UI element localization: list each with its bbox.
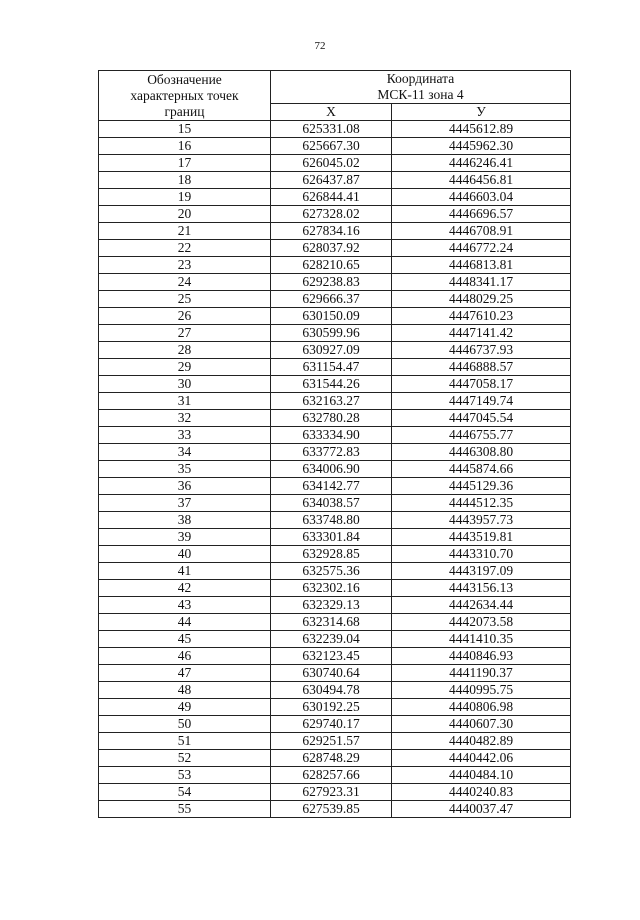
table-row — [99, 801, 571, 818]
x-coordinate-cell: 626437.87 — [271, 172, 392, 189]
table-row — [99, 393, 571, 410]
y-coordinate-cell: 4446755.77 — [392, 427, 571, 444]
y-coordinate-cell: 4442073.58 — [392, 614, 571, 631]
point-number-cell: 36 — [99, 478, 271, 495]
table-row — [99, 240, 571, 257]
point-number-cell: 19 — [99, 189, 271, 206]
header-row-top — [99, 71, 571, 104]
point-number-cell: 54 — [99, 784, 271, 801]
point-number-cell: 21 — [99, 223, 271, 240]
x-coordinate-cell: 628037.92 — [271, 240, 392, 257]
table-row — [99, 546, 571, 563]
x-coordinate-cell: 627923.31 — [271, 784, 392, 801]
table-row — [99, 648, 571, 665]
point-number-cell: 47 — [99, 665, 271, 682]
point-number-cell: 53 — [99, 767, 271, 784]
y-coordinate-cell: 4442634.44 — [392, 597, 571, 614]
table-row — [99, 478, 571, 495]
y-coordinate-cell: 4443310.70 — [392, 546, 571, 563]
x-coordinate-cell: 630740.64 — [271, 665, 392, 682]
x-coordinate-cell: 634006.90 — [271, 461, 392, 478]
x-coordinate-cell: 632123.45 — [271, 648, 392, 665]
point-number-cell: 35 — [99, 461, 271, 478]
coordinate-header-line: Координата — [386, 71, 455, 86]
y-coordinate-cell: 4446813.81 — [392, 257, 571, 274]
point-designation-header-line: Обозначение — [147, 71, 222, 87]
x-coordinate-cell: 632163.27 — [271, 393, 392, 410]
table-row — [99, 716, 571, 733]
table-row — [99, 512, 571, 529]
x-coordinate-cell: 626844.41 — [271, 189, 392, 206]
x-coordinate-cell: 632780.28 — [271, 410, 392, 427]
point-number-cell: 17 — [99, 155, 271, 172]
table-row — [99, 325, 571, 342]
x-coordinate-cell: 633748.80 — [271, 512, 392, 529]
table-row — [99, 699, 571, 716]
y-coordinate-cell: 4440037.47 — [392, 801, 571, 818]
y-column-header: У — [392, 104, 571, 121]
y-coordinate-cell: 4446246.41 — [392, 155, 571, 172]
x-coordinate-cell: 626045.02 — [271, 155, 392, 172]
point-number-cell: 25 — [99, 291, 271, 308]
x-coordinate-cell: 627834.16 — [271, 223, 392, 240]
point-number-cell: 48 — [99, 682, 271, 699]
y-coordinate-cell: 4441410.35 — [392, 631, 571, 648]
table-row — [99, 495, 571, 512]
x-coordinate-cell: 632302.16 — [271, 580, 392, 597]
x-column-header: X — [271, 104, 392, 121]
table-row — [99, 597, 571, 614]
x-coordinate-cell: 625667.30 — [271, 138, 392, 155]
y-coordinate-cell: 4447045.54 — [392, 410, 571, 427]
point-number-cell: 50 — [99, 716, 271, 733]
y-coordinate-cell: 4446737.93 — [392, 342, 571, 359]
point-number-cell: 52 — [99, 750, 271, 767]
x-coordinate-cell: 630150.09 — [271, 308, 392, 325]
y-coordinate-cell: 4440442.06 — [392, 750, 571, 767]
point-number-cell: 23 — [99, 257, 271, 274]
x-coordinate-cell: 631154.47 — [271, 359, 392, 376]
table-row — [99, 444, 571, 461]
x-coordinate-cell: 631544.26 — [271, 376, 392, 393]
y-coordinate-cell: 4445874.66 — [392, 461, 571, 478]
point-number-cell: 37 — [99, 495, 271, 512]
point-number-cell: 44 — [99, 614, 271, 631]
table-row — [99, 376, 571, 393]
x-coordinate-cell: 632239.04 — [271, 631, 392, 648]
x-coordinate-cell: 630599.96 — [271, 325, 392, 342]
point-number-cell: 24 — [99, 274, 271, 291]
table-row — [99, 308, 571, 325]
y-coordinate-cell: 4443957.73 — [392, 512, 571, 529]
table-row — [99, 767, 571, 784]
point-number-cell: 43 — [99, 597, 271, 614]
y-coordinate-cell: 4445129.36 — [392, 478, 571, 495]
point-number-cell: 22 — [99, 240, 271, 257]
y-coordinate-cell: 4444512.35 — [392, 495, 571, 512]
x-coordinate-cell: 632575.36 — [271, 563, 392, 580]
y-coordinate-cell: 4445612.89 — [392, 121, 571, 138]
point-designation-header-line: характерных точек — [130, 87, 239, 103]
point-number-cell: 41 — [99, 563, 271, 580]
x-coordinate-cell: 630494.78 — [271, 682, 392, 699]
table-row — [99, 529, 571, 546]
table-row — [99, 410, 571, 427]
x-coordinate-cell: 633301.84 — [271, 529, 392, 546]
point-number-cell: 39 — [99, 529, 271, 546]
x-coordinate-cell: 627328.02 — [271, 206, 392, 223]
table-row — [99, 206, 571, 223]
y-coordinate-cell: 4446888.57 — [392, 359, 571, 376]
point-number-cell: 51 — [99, 733, 271, 750]
table-row — [99, 257, 571, 274]
point-number-cell: 34 — [99, 444, 271, 461]
table-row — [99, 563, 571, 580]
table-row — [99, 155, 571, 172]
point-number-cell: 55 — [99, 801, 271, 818]
table-row — [99, 291, 571, 308]
x-coordinate-cell: 633334.90 — [271, 427, 392, 444]
y-coordinate-cell: 4440482.89 — [392, 733, 571, 750]
x-coordinate-cell: 629666.37 — [271, 291, 392, 308]
point-number-cell: 20 — [99, 206, 271, 223]
x-coordinate-cell: 630927.09 — [271, 342, 392, 359]
point-number-cell: 15 — [99, 121, 271, 138]
point-number-cell: 31 — [99, 393, 271, 410]
point-number-cell: 27 — [99, 325, 271, 342]
coordinate-system-header — [271, 71, 571, 104]
y-coordinate-cell: 4440484.10 — [392, 767, 571, 784]
x-coordinate-cell: 625331.08 — [271, 121, 392, 138]
table-row — [99, 580, 571, 597]
table-row — [99, 223, 571, 240]
x-coordinate-cell: 633772.83 — [271, 444, 392, 461]
y-coordinate-cell: 4440846.93 — [392, 648, 571, 665]
y-coordinate-cell: 4446308.80 — [392, 444, 571, 461]
table-row — [99, 682, 571, 699]
y-coordinate-cell: 4440240.83 — [392, 784, 571, 801]
y-coordinate-cell: 4447610.23 — [392, 308, 571, 325]
x-coordinate-cell: 632329.13 — [271, 597, 392, 614]
y-coordinate-cell: 4443156.13 — [392, 580, 571, 597]
x-coordinate-cell: 628257.66 — [271, 767, 392, 784]
y-coordinate-cell: 4448341.17 — [392, 274, 571, 291]
x-coordinate-cell: 634142.77 — [271, 478, 392, 495]
point-number-cell: 42 — [99, 580, 271, 597]
point-number-cell: 26 — [99, 308, 271, 325]
table-row — [99, 172, 571, 189]
table-row — [99, 342, 571, 359]
point-number-cell: 28 — [99, 342, 271, 359]
x-coordinate-cell: 632314.68 — [271, 614, 392, 631]
y-coordinate-cell: 4441190.37 — [392, 665, 571, 682]
table-row — [99, 359, 571, 376]
point-number-cell: 38 — [99, 512, 271, 529]
table-row — [99, 461, 571, 478]
page-number: 72 — [314, 40, 326, 52]
point-number-cell: 46 — [99, 648, 271, 665]
table-row — [99, 121, 571, 138]
table-row — [99, 427, 571, 444]
y-coordinate-cell: 4448029.25 — [392, 291, 571, 308]
coordinate-header-line: МСК-11 зона 4 — [377, 87, 464, 102]
x-coordinate-cell: 632928.85 — [271, 546, 392, 563]
point-number-cell: 49 — [99, 699, 271, 716]
point-number-cell: 40 — [99, 546, 271, 563]
table-row — [99, 665, 571, 682]
y-coordinate-cell: 4446456.81 — [392, 172, 571, 189]
y-coordinate-cell: 4440806.98 — [392, 699, 571, 716]
y-coordinate-cell: 4447058.17 — [392, 376, 571, 393]
y-coordinate-cell: 4440995.75 — [392, 682, 571, 699]
x-coordinate-cell: 630192.25 — [271, 699, 392, 716]
table-row — [99, 614, 571, 631]
y-coordinate-cell: 4443519.81 — [392, 529, 571, 546]
y-coordinate-cell: 4446772.24 — [392, 240, 571, 257]
point-number-cell: 30 — [99, 376, 271, 393]
coordinates-table — [98, 70, 571, 818]
point-number-cell: 32 — [99, 410, 271, 427]
y-coordinate-cell: 4447149.74 — [392, 393, 571, 410]
x-coordinate-cell: 634038.57 — [271, 495, 392, 512]
x-coordinate-cell: 627539.85 — [271, 801, 392, 818]
y-coordinate-cell: 4447141.42 — [392, 325, 571, 342]
point-number-cell: 33 — [99, 427, 271, 444]
point-designation-header-line: границ — [164, 103, 205, 119]
point-designation-header — [99, 71, 271, 121]
y-coordinate-cell: 4446603.04 — [392, 189, 571, 206]
x-coordinate-cell: 628210.65 — [271, 257, 392, 274]
point-number-cell: 16 — [99, 138, 271, 155]
table-body — [99, 121, 571, 818]
point-number-cell: 45 — [99, 631, 271, 648]
table-row — [99, 274, 571, 291]
y-coordinate-cell: 4440607.30 — [392, 716, 571, 733]
x-coordinate-cell: 629251.57 — [271, 733, 392, 750]
table-row — [99, 733, 571, 750]
table-row — [99, 750, 571, 767]
table-row — [99, 784, 571, 801]
x-coordinate-cell: 629238.83 — [271, 274, 392, 291]
table-row — [99, 189, 571, 206]
point-number-cell: 18 — [99, 172, 271, 189]
table-row — [99, 631, 571, 648]
x-coordinate-cell: 629740.17 — [271, 716, 392, 733]
y-coordinate-cell: 4446708.91 — [392, 223, 571, 240]
point-number-cell: 29 — [99, 359, 271, 376]
table-row — [99, 138, 571, 155]
x-coordinate-cell: 628748.29 — [271, 750, 392, 767]
y-coordinate-cell: 4445962.30 — [392, 138, 571, 155]
y-coordinate-cell: 4446696.57 — [392, 206, 571, 223]
y-coordinate-cell: 4443197.09 — [392, 563, 571, 580]
